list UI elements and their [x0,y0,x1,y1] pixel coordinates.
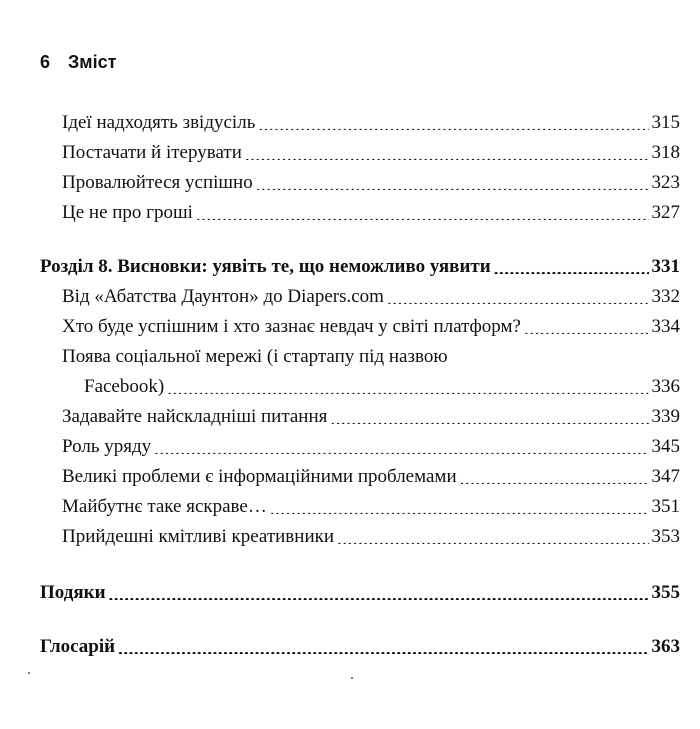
chapter-page: 331 [651,256,680,277]
toc-entry-title: Майбутнє таке яскраве… [62,496,267,517]
toc-chapter-entry [40,252,680,282]
toc-entry [40,492,680,522]
toc-entry-page: 327 [651,202,680,223]
toc-entry-page: 315 [651,112,680,133]
dot-leader [460,465,649,484]
toc-entry [40,432,680,462]
toc-entry-title: Задавайте найскладніші питання [62,406,328,427]
toc-entry-title: Прийдешні кмітливі креативники [62,526,335,547]
toc-entry [40,168,680,198]
page-header [40,52,116,73]
acknowledgements-page: 355 [651,582,680,603]
toc-entry-page: 336 [651,376,680,397]
dot-leader [196,201,649,220]
toc-entry-title: Провалюйтеся успішно [62,172,253,193]
toc-entry-page: 351 [651,496,680,517]
toc-entry-continuation [62,372,680,402]
toc-entry [40,312,680,342]
toc-entry [40,462,680,492]
toc-entry-page: 332 [651,286,680,307]
toc-entry-title-line1: Поява соціальної мережі (і стартапу під назвою [62,346,448,367]
dot-leader [270,495,649,514]
toc-entry [40,138,680,168]
toc-entry-page: 318 [651,142,680,163]
toc-entry-title: Хто буде успішним і хто зазнає невдач у світі платформ? [62,316,521,337]
dot-leader [337,525,648,544]
toc-glossary-entry [40,632,680,662]
toc-entry-title-line2: Facebook) [84,376,165,397]
dot-leader [494,255,649,274]
toc-entry-page: 339 [651,406,680,427]
toc-entry-page: 345 [651,436,680,457]
dot-leader [245,141,649,160]
toc-entry-title: Роль уряду [62,436,152,457]
toc-entry-page: 334 [651,316,680,337]
dot-leader [258,111,648,130]
table-of-contents [40,108,680,662]
dot-leader [524,315,649,334]
toc-entry [40,402,680,432]
toc-entry-title: Ідеї надходять звідусіль [62,112,256,133]
toc-entry [40,198,680,228]
toc-entry-title: Великі проблеми є інформаційними проблемами [62,466,457,487]
toc-entry-page: 347 [651,466,680,487]
dot-leader [167,375,648,394]
dot-leader [154,435,648,454]
dot-leader [109,581,649,600]
toc-entry-page: 323 [651,172,680,193]
dot-leader [256,171,649,190]
dot-leader [387,285,649,304]
acknowledgements-title: Подяки [40,582,106,603]
toc-acknowledgements-entry [40,578,680,608]
toc-entry-page: 353 [651,526,680,547]
toc-entry [40,108,680,138]
toc-entry-title: Від «Абатства Даунтон» до Diapers.com [62,286,384,307]
page-number: 6 [40,52,51,72]
toc-entry [40,282,680,312]
section-title: Зміст [68,52,117,72]
toc-entry-title: Постачати й ітерувати [62,142,242,163]
dot-leader [118,635,648,654]
toc-entry [40,522,680,552]
glossary-page: 363 [651,636,680,657]
glossary-title: Глосарій [40,636,116,657]
chapter-title: Розділ 8. Висновки: уявіть те, що неможливо уявити [40,256,491,277]
dot-leader [330,405,648,424]
toc-entry-title: Це не про гроші [62,202,193,223]
toc-entry-multiline [40,342,680,402]
